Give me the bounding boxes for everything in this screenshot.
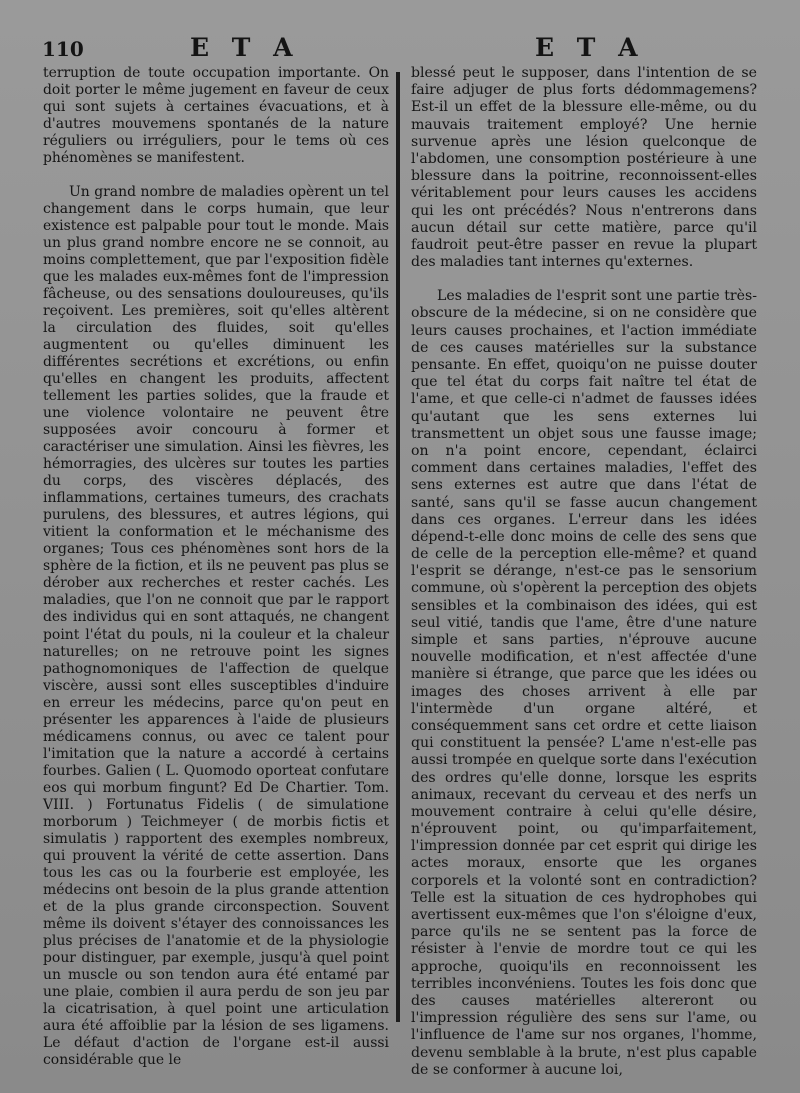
paragraph-maladies-esprit: Les maladies de l'esprit sont une partie très-obscure de la médecine, si on ne considère que leurs causes prochaines, et l'action immédiate de ces causes matérielles sur la substance pensante. En effet, quoiqu'on ne puisse douter que tel état du corps fait naître tel état de l'ame, et que celle-ci n'admet de fausses idées qu'autant que les sens externes lui transmettent un objet sous une fausse image; on n'a point encore, cependant, éclairci comment dans certaines maladies, l'effet des sens externes est autre que dans l'état de santé, sans qu'il se fasse aucun changement dans ces organes. L'erreur dans les idées dépend-t-elle donc moins de celle des sens que de celle de la perception elle-même? et quand l'esprit se dérange, n'est-ce pas le sensorium commune, où s'opèrent la perception des objets sensibles et la combinaison des idées, qui est seul vitié, tandis que l'ame, être d'une nature simple et sans parties, n'éprouve aucune nouvelle modification, et n'est affectée d'une manière si étrange, que parce que les idées ou images des choses arrivent à elle par l'intermède d'un organe altéré, et conséquemment sans cet ordre et cette liaison qui constituent la pensée? L'ame n'est-elle pas aussi trompée en quelque sorte dans l'exécution des ordres qu'elle donne, lorsque les esprits animaux, recevant du cerveau et des nerfs un mouvement contraire à celui qu'elle désire, n'éprouvent point, ou qu'imparfaitement, l'impression donnée par cet esprit qui dirige les actes moraux, ensorte que les organes corporels et la volonté sont en contradiction? Telle est la situation de ces hydrophobes qui avertissent eux-mêmes que l'on s'éloigne d'eux, parce qu'ils ne se sentent pas la force de résister à l'envie de mordre tout ce qui les approche, quoiqu'ils en reconnoissent les terribles inconvéniens. Toutes les fois donc que des causes matérielles altereront ou l'impression régulière des sens sur l'ame, ou l'influence de l'ame sur nos organes, l'homme, devenu semblable à la brute, n'est plus capable de se conformer à aucune loi, — [411, 288, 757, 1078]
paragraph-continuation: terruption de toute occupation importante. On doit porter le même jugement en faveur de ceux qui sont sujets à certaines évacuations, et à d'autres mouvemens spontanés de la nature réguliers ou irréguliers, pour le tems où ces phénomènes se manifestent. — [43, 65, 389, 167]
running-header — [0, 33, 800, 63]
paragraph-maladies-corps: Un grand nombre de maladies opèrent un tel changement dans le corps humain, que leur existence est palpable pour tout le monde. Mais un plus grand nombre encore ne se connoit, au moins complettement, que par l'exposition fidèle que les malades eux-mêmes font de l'impression fâcheuse, ou des sensations douloureuses, qu'ils reçoivent. Les premières, soit qu'elles altèrent la circulation des fluides, soit qu'elles augmentent ou qu'elles diminuent les différentes secrétions et excrétions, ou enfin qu'elles en changent les produits, affectent tellement les parties solides, que la fraude et une violence volontaire ne peuvent être supposées avoir concouru à former et caractériser une simulation. Ainsi les fièvres, les hémorragies, des ulcères sur toutes les parties du corps, des viscères déplacés, des inflammations, certaines tumeurs, des crachats purulens, des blessures, et autres légions, qui vitient la conformation et le méchanisme des organes; Tous ces phénomènes sont hors de la sphère de la fiction, et ils ne peuvent pas plus se dérober aux recherches et rester cachés. Les maladies, que l'on ne connoit que par le rapport des individus qui en sont attaqués, ne changent point l'état du pouls, ni la couleur et la chaleur naturelles; on ne retrouve point les signes pathognomoniques de l'affection de quelque viscère, aussi sont elles susceptibles d'induire en erreur les médecins, parce qu'on peut en présenter les apparences à l'aide de plusieurs médicamens connus, ou avec ce talent pour l'imitation que la nature a accordé à certains fourbes. Galien ( L. Quomodo oporteat confutare eos qui morbum fingunt? Ed De Chartier. Tom. VIII. ) Fortunatus Fidelis ( de simulatione morborum ) Teichmeyer ( de morbis fictis et simulatis ) rapportent des exemples nombreux, qui prouvent la vérité de cette assertion. Dans tous les cas ou la fourberie est employée, les médecins ont besoin de la plus grande attention et de la plus grande circonspection. Souvent même ils doivent s'étayer des connoissances les plus précises de l'anatomie et de la physiologie pour distinguer, par exemple, jusqu'à quel point un muscle ou son tendon aura été entamé par une plaie, combien il aura perdu de son jeu par la cicatrisation, à quel point une articulation aura été affoiblie par la lésion de ses ligamens. Le défaut d'action de l'organe est-il aussi considérable que le — [43, 184, 389, 1068]
paragraph-blessure: blessé peut le supposer, dans l'intention de se faire adjuger de plus forts dédommagemens? Est-il un effet de la blessure elle-même, ou du mauvais traitement employé? Une hernie survenue après une lésion quelconque de l'abdomen, une consomption postérieure à une blessure dans la poitrine, reconnoissent-elles véritablement pour leurs causes les accidens qui les ont précédés? Nous n'entrerons dans aucun détail sur cette matière, parce qu'il faudroit peut-être passer en revue la plupart des maladies tant internes qu'externes. — [411, 65, 757, 271]
column-divider — [396, 72, 400, 1022]
running-head-right: E T A — [535, 33, 645, 62]
left-column — [43, 65, 389, 1069]
right-column — [411, 65, 757, 1079]
running-head-left: E T A — [190, 33, 300, 62]
page-number: 110 — [42, 37, 84, 61]
